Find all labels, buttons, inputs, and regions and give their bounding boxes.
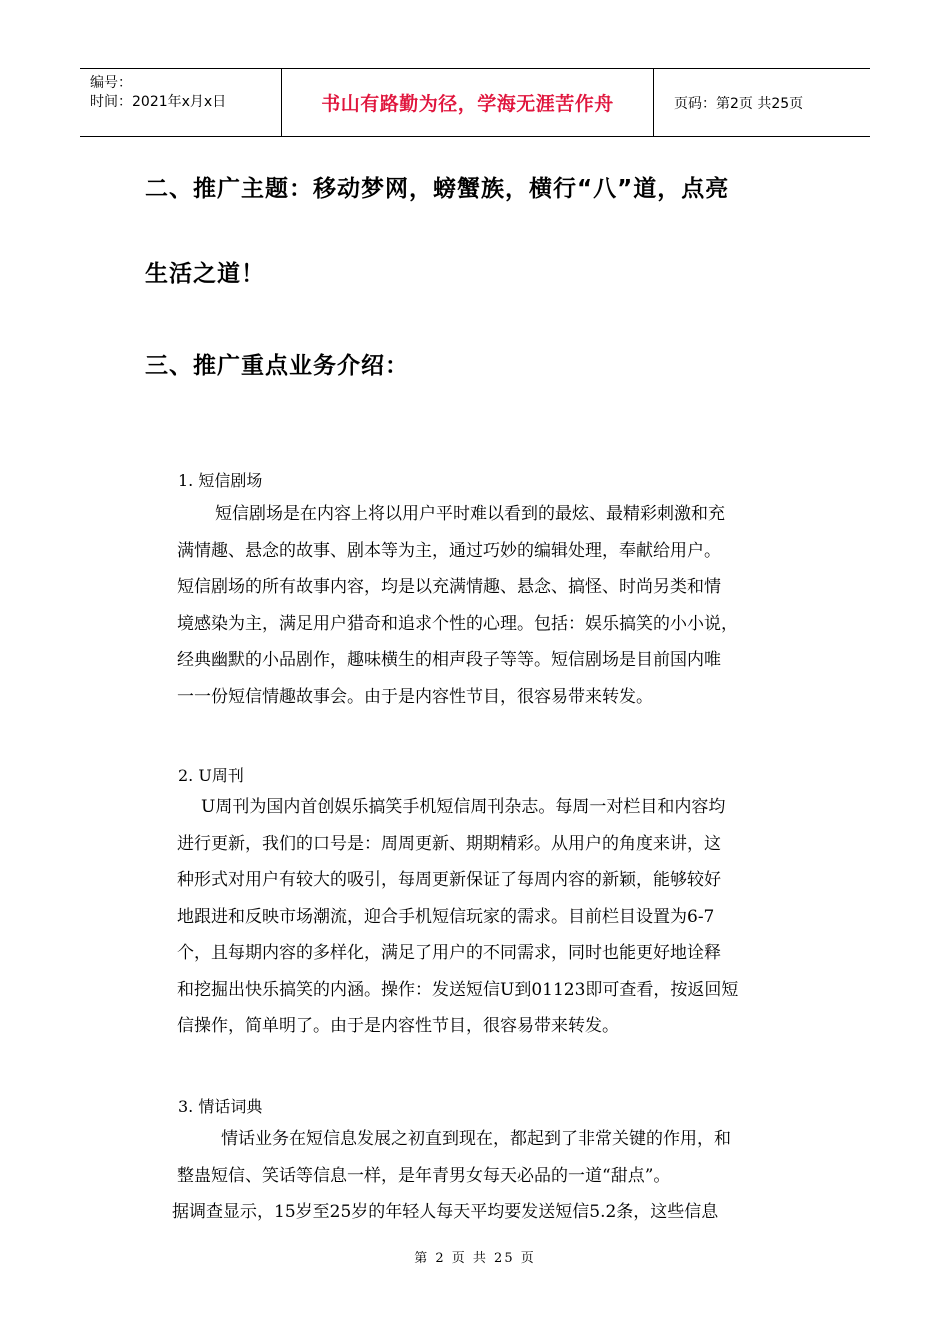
paragraph-line: 个，且每期内容的多样化，满足了用户的不同需求，同时也能更好地诠释 (177, 943, 721, 963)
paragraph-line: 满情趣、悬念的故事、剧本等为主，通过巧妙的编辑处理，奉献给用户。 (177, 540, 721, 561)
intro-heading: 三、推广重点业务介绍： (145, 353, 409, 379)
page-info (664, 69, 870, 136)
paragraph-line: 短信剧场的所有故事内容，均是以充满情趣、悬念、搞怪、时尚另类和情 (177, 577, 721, 597)
paragraph-line: 整蛊短信、笑话等信息一样，是年青男女每天必品的一道“甜点”。 (177, 1165, 671, 1186)
date-label: 时间：2021年x月x日 (90, 94, 227, 110)
document-header (80, 68, 870, 137)
paragraph-line: U周刊为国内首创娱乐搞笑手机短信周刊杂志。每周一对栏目和内容均 (201, 797, 726, 817)
paragraph-line: 情话业务在短信息发展之初直到现在，都起到了非常关键的作用，和 (221, 1129, 731, 1149)
item-body-u-weekly (177, 789, 817, 1045)
header-meta-cell (80, 69, 282, 136)
item-title-sms-theater: 1. 短信剧场 (178, 471, 263, 490)
theme-heading-line1: 二、推广主题：移动梦网，螃蟹族，横行“八”道，点亮 (145, 176, 730, 202)
paragraph-line: 境感染为主，满足用户猎奇和追求个性的心理。包括：娱乐搞笑的小小说， (177, 613, 738, 634)
motto: 书山有路勤为径，学海无涯苦作舟 (282, 69, 654, 136)
item-body-love-dictionary (172, 1121, 817, 1231)
item-title-u-weekly: 2. U周刊 (178, 766, 244, 785)
theme-heading-line2: 生活之道！ (145, 261, 265, 287)
paragraph-line: 种形式对用户有较大的吸引，每周更新保证了每周内容的新颖，能够较好 (177, 870, 721, 890)
page-footer: 第 2 页 共 25 页 (414, 1251, 536, 1266)
paragraph-line: 和挖掘出快乐搞笑的内涵。操作：发送短信U到01123即可查看，按返回短 (177, 979, 739, 1000)
page-info-text: 页码：第2页 共25页 (674, 95, 804, 112)
paragraph-line: 地跟进和反映市场潮流，迎合手机短信玩家的需求。目前栏目设置为6-7 (177, 906, 715, 927)
code-label: 编号： (90, 75, 132, 91)
paragraph-line: 据调查显示，15岁至25岁的年轻人每天平均要发送短信5.2条，这些信息 (172, 1202, 719, 1222)
paragraph-line: 经典幽默的小品剧作，趣味横生的相声段子等等。短信剧场是目前国内唯 (177, 650, 721, 670)
paragraph-line: 一一份短信情趣故事会。由于是内容性节目，很容易带来转发。 (177, 686, 653, 707)
item-body-sms-theater (177, 496, 817, 715)
item-title-love-dictionary: 3. 情话词典 (178, 1097, 263, 1116)
paragraph-line: 信操作，简单明了。由于是内容性节目，很容易带来转发。 (177, 1016, 619, 1036)
paragraph-line: 短信剧场是在内容上将以用户平时难以看到的最炫、最精彩刺激和充 (215, 504, 725, 524)
paragraph-line: 进行更新，我们的口号是：周周更新、期期精彩。从用户的角度来讲，这 (177, 833, 721, 854)
